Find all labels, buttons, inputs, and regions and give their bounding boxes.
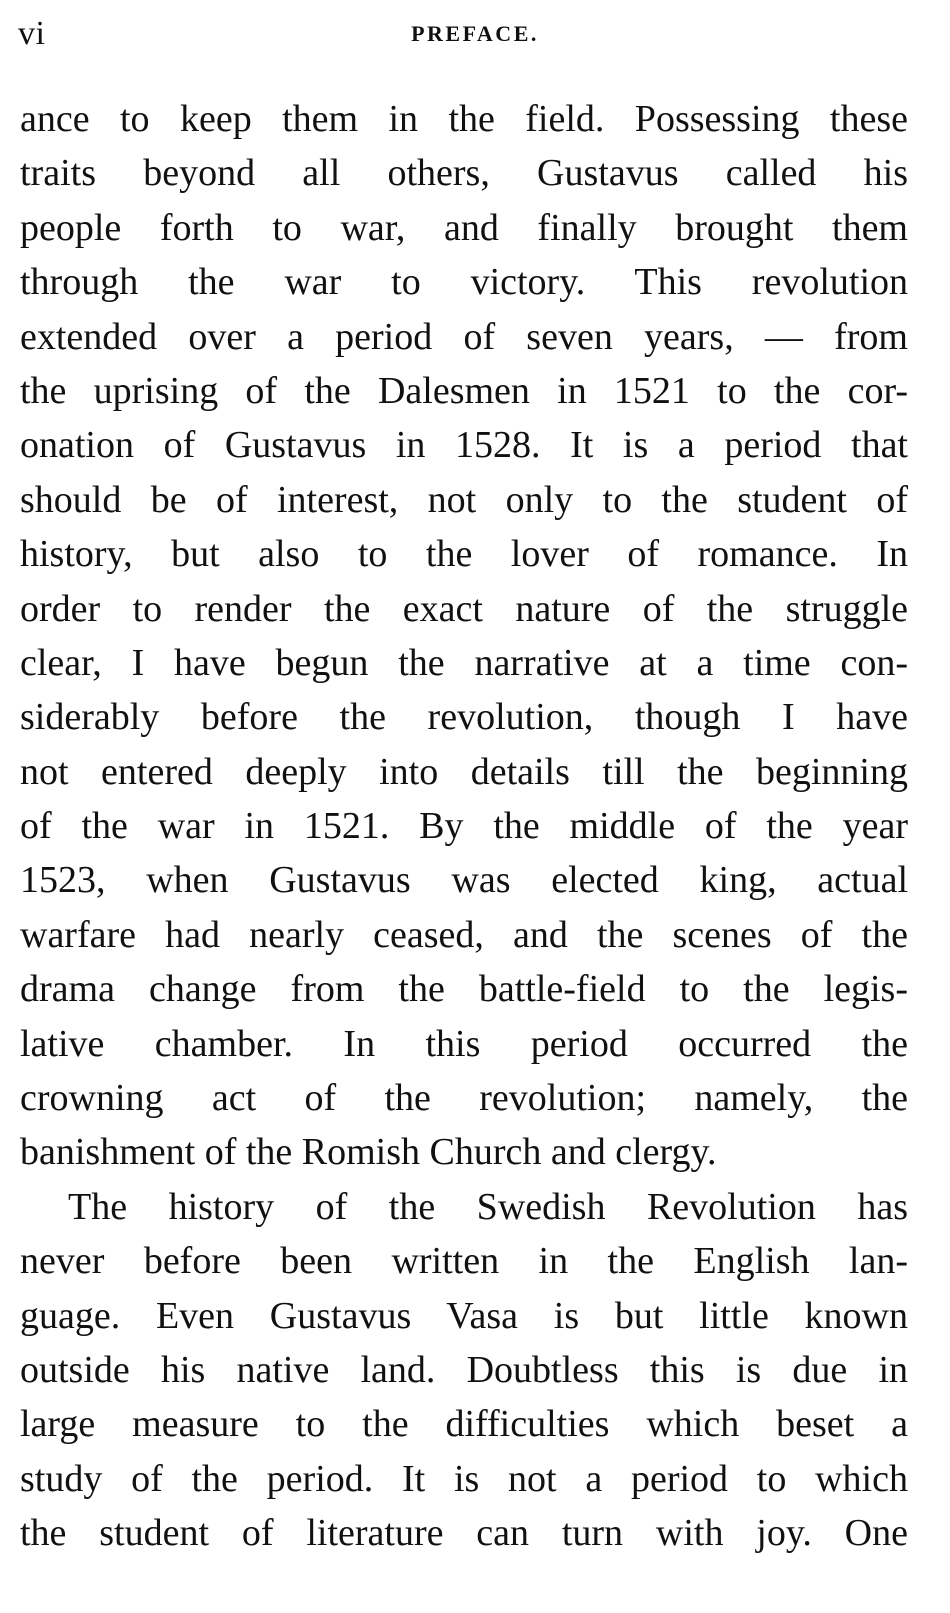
text-line: ance to keep them in the field. Possessing these — [20, 98, 908, 140]
text-line: the student of literature can turn with joy. One — [20, 1512, 908, 1555]
text-line: onation of Gustavus in 1528. It is a period that — [20, 424, 908, 467]
text-line: extended over a period of seven years, — from — [20, 315, 908, 358]
text-line: order to render the exact nature of the struggle — [20, 587, 908, 630]
text-line: the uprising of the Dalesmen in 1521 to the cor- — [20, 369, 908, 412]
text-line: large measure to the difficulties which beset a — [20, 1403, 908, 1446]
text-line: of the war in 1521. By the middle of the year — [20, 805, 908, 848]
text-line: crowning act of the revolution; namely, the — [20, 1077, 908, 1120]
text-line: traits beyond all others, Gustavus called his — [20, 152, 908, 195]
text-line: study of the period. It is not a period to which — [20, 1457, 908, 1500]
text-line: should be of interest, not only to the student of — [20, 478, 908, 521]
page-number: vi — [18, 15, 46, 52]
text-line: guage. Even Gustavus Vasa is but little known — [20, 1294, 908, 1337]
text-line: siderably before the revolution, though I have — [20, 696, 908, 739]
paragraph-end-line: banishment of the Romish Church and clergy. — [20, 1131, 717, 1174]
running-title: PREFACE. — [411, 21, 539, 46]
text-line: clear, I have begun the narrative at a time con- — [20, 641, 908, 684]
text-line: never before been written in the English lan- — [20, 1240, 908, 1283]
text-line: outside his native land. Doubtless this is due in — [20, 1348, 908, 1391]
text-line: through the war to victory. This revolution — [20, 261, 908, 304]
text-line: lative chamber. In this period occurred the — [20, 1022, 908, 1065]
running-head — [18, 14, 932, 54]
paragraph-start-line: The history of the Swedish Revolution has — [68, 1185, 908, 1228]
text-line: people forth to war, and finally brought them — [20, 206, 908, 249]
text-line: not entered deeply into details till the beginning — [20, 750, 908, 793]
preface-text — [20, 92, 908, 1561]
text-line: history, but also to the lover of romance. In — [20, 533, 908, 576]
text-line: 1523, when Gustavus was elected king, actual — [20, 859, 908, 902]
text-line: drama change from the battle-field to the legis- — [20, 968, 908, 1011]
text-line: warfare had nearly ceased, and the scenes of the — [20, 913, 908, 956]
